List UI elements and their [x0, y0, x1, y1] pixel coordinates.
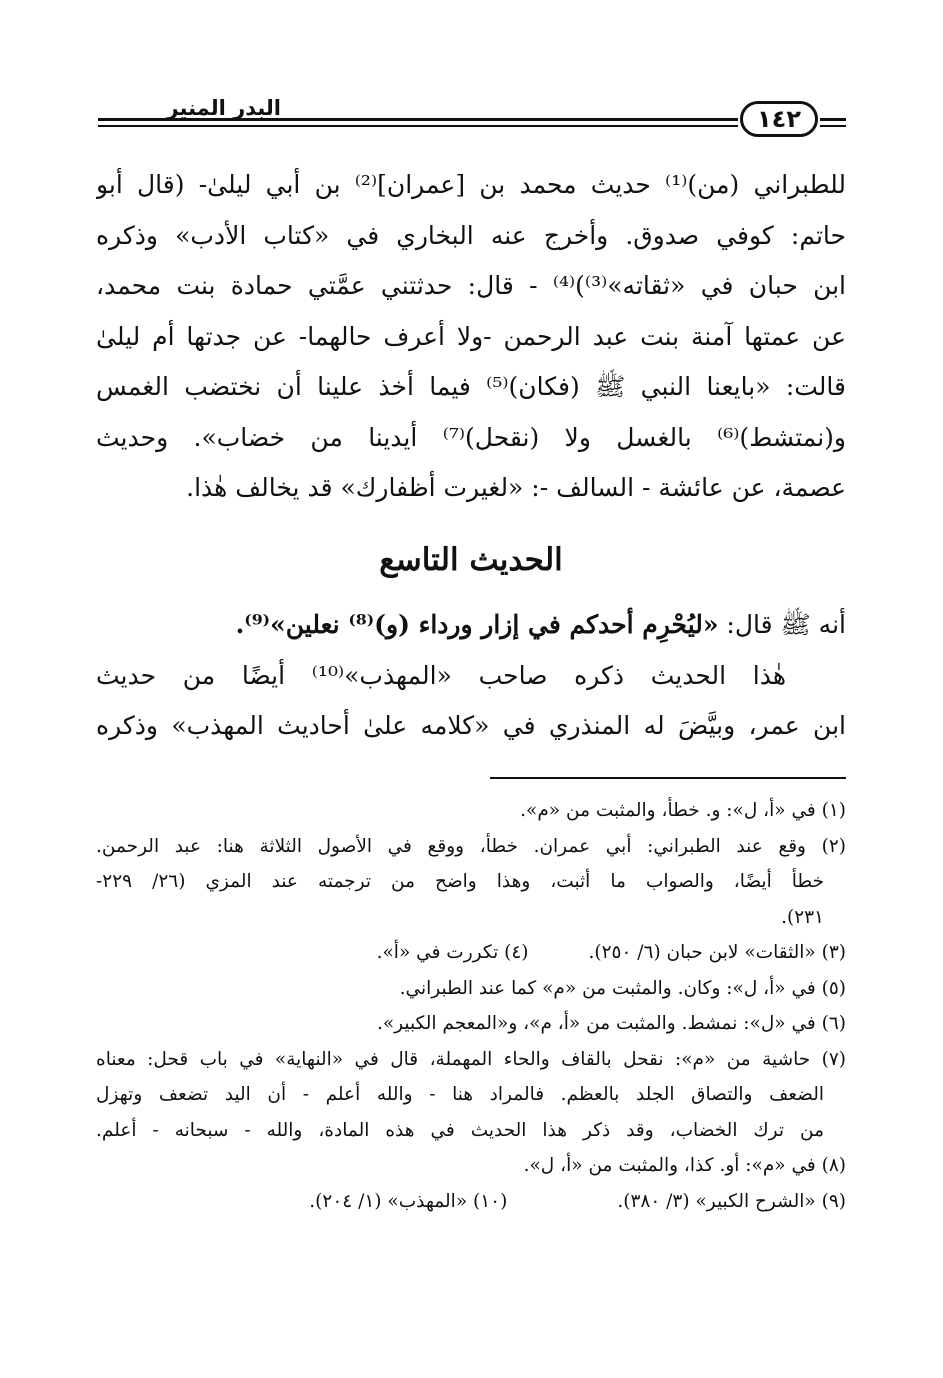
footnote-2-line-1: (٢) وقع عند الطبراني: أبي عمران. خطأ، ووقع في الأصول الثلاثة هنا: عبد الرحمن.: [96, 835, 846, 857]
footnote-7-line-1: (٧) حاشية من «م»: نقحل بالقاف والحاء المهملة، قال في «النهاية» في باب قحل: معناه: [96, 1048, 846, 1070]
text-line: و(نمتشط)⁽⁶⁾ بالغسل ولا (نقحل)⁽⁷⁾ أيدينا من خضاب». وحديث: [96, 422, 846, 452]
footnote-8: (٨) في «م»: أو. كذا، والمثبت من «أ، ل».: [523, 1155, 846, 1176]
text-line: ابن حبان في «ثقاته»⁽³⁾)⁽⁴⁾ - قال: حدثتني عمَّتي حمادة بنت محمد،: [96, 271, 846, 300]
text-line: حاتم: كوفي صدوق. وأخرج عنه البخاري في «كتاب الأدب» وذكره: [96, 220, 846, 250]
section-title: الحديث التاسع: [379, 542, 563, 578]
footnote-4: (٤) تكررت في «أ».: [376, 942, 529, 963]
hadith-line: [96, 600, 846, 651]
footnote-2-line-3: ٢٣١).: [781, 906, 824, 928]
paragraph-1: [96, 160, 846, 514]
footnote-separator: [490, 777, 846, 779]
page-number-badge: [740, 101, 818, 137]
footnote-2-line-2: خطأ أيضًا، والصواب ما أثبت، وهذا واضح من ترجمته عند المزي (٢٦/ ٢٢٩-: [96, 871, 825, 892]
text-line: هٰذا الحديث ذكره صاحب «المهذب»⁽¹⁰⁾ أيضًا من حديث: [96, 660, 787, 690]
footnote-5: (٥) في «أ، ل»: وكان. والمثبت من «م» كما عند الطبراني.: [399, 977, 846, 999]
hadith-text: «ليُحْرِم أحدكم في إزار ورداء (و)⁽⁸⁾ نعلين»⁽⁹⁾.: [235, 610, 719, 639]
footnote-9-10: [96, 1184, 846, 1220]
text-line: قالت: «بايعنا النبي ﷺ (فكان)⁽⁵⁾ فيما أخذ علينا أن نختضب الغمس: [96, 372, 846, 401]
header-rule-right-top: [820, 118, 846, 121]
footnote-10: (١٠) «المهذب» (١/ ٢٠٤).: [309, 1190, 508, 1212]
text-line: ابن عمر، وبيَّضَ له المنذري في «كلامه علىٰ أحاديث المهذب» وذكره: [96, 711, 846, 740]
header-rule-bottom: [98, 125, 738, 127]
header-rule-right-bottom: [820, 125, 846, 127]
footnote-1: (١) في «أ، ل»: و. خطأ، والمثبت من «م».: [520, 800, 846, 821]
paragraph-2: [96, 600, 846, 752]
footnote-7-line-2: الضعف والتصاق الجلد بالعظم. فالمراد هنا - والله أعلم - أن اليد تضعف وتهزل: [96, 1084, 824, 1105]
running-header-title: البدر المنير: [166, 96, 281, 120]
hadith-intro: أنه ﷺ قال:: [718, 610, 846, 639]
footnote-3: (٣) «الثقات» لابن حبان (٦/ ٢٥٠).: [588, 942, 846, 963]
page-number: ١٤٢: [757, 105, 801, 133]
text-line: عن عمتها آمنة بنت عبد الرحمن -ولا أعرف حالهما- عن جدتها أم ليلىٰ: [96, 321, 846, 351]
footnote-9: (٩) «الشرح الكبير» (٣/ ٣٨٠).: [617, 1190, 846, 1212]
header-rule-top: [98, 118, 738, 121]
footnotes: [96, 793, 846, 1219]
text-line: للطبراني (من)⁽¹⁾ حديث محمد بن [عمران]⁽²⁾ بن أبي ليلىٰ- (قال أبو: [96, 170, 846, 199]
footnote-7-line-3: من ترك الخضاب، وقد ذكر هذا الحديث في هذه المادة، والله - سبحانه - أعلم.: [96, 1119, 824, 1141]
footnote-6: (٦) في «ل»: نمشط. والمثبت من «أ، م»، و«المعجم الكبير».: [376, 1013, 846, 1034]
text-line: عصمة، عن عائشة - السالف -: «لغيرت أظفارك» قد يخالف هٰذا.: [186, 473, 846, 502]
footnote-3-4: [96, 935, 846, 971]
